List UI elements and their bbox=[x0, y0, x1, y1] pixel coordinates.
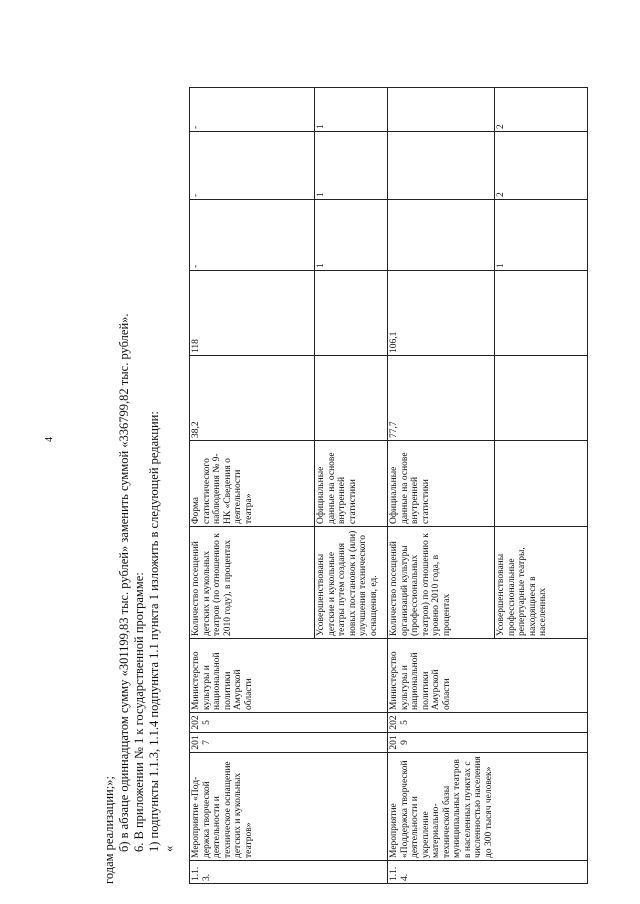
base-value: 77,7 bbox=[388, 356, 495, 441]
measure-name: Мероприятие «Поддержка творческой деятельности и укрепление материально-технической базы муниципальных театров в населенных пунктах с численностью населения до 300 тысяч человек» bbox=[388, 753, 588, 861]
indicator-name: Количество посещений организаций культуры (профессиональных театров) по отношению к уровню 2010 года, в процентах bbox=[388, 527, 495, 639]
start-year: 2019 bbox=[388, 733, 588, 753]
target-value: 106,1 bbox=[388, 271, 495, 356]
indicator-name: Усовершенствованы профессиональные репертуарные театры, находящиеся в населенных bbox=[495, 527, 588, 639]
indicator-name: Усовершенствованы детские и кукольные театры путем создания новых постановок и (или) улучшения технического оснащения, ед. bbox=[315, 527, 388, 639]
intro-line: годам реализации;»; bbox=[102, 776, 116, 884]
target-value: - bbox=[190, 132, 315, 200]
base-value: 38,2 bbox=[190, 356, 315, 441]
program-table bbox=[189, 87, 588, 884]
row-number: 1.1.3. bbox=[190, 861, 388, 884]
target-value: 2 bbox=[495, 88, 588, 132]
page-number: 4 bbox=[44, 437, 55, 442]
intro-line: б) в абзаце одиннадцатом сумму «301199,83 тыс. рублей» заменить суммой «336799,82 тыс. рублей». bbox=[117, 313, 131, 852]
row-number: 1.1.4. bbox=[388, 861, 588, 884]
table-row bbox=[190, 88, 315, 884]
target-value: - bbox=[190, 88, 315, 132]
executor: Министерство культуры и национальной политики Амурской области bbox=[388, 639, 588, 713]
indicator-name: Количество посещений детских и кукольных театров (по отношению к 2010 году), в процентах bbox=[190, 527, 315, 639]
executor: Министерство культуры и национальной политики Амурской области bbox=[190, 639, 388, 713]
data-source: Форма статистического наблюдения № 9-НК «Сведения о деятельности театра» bbox=[190, 441, 315, 527]
target-value: - bbox=[190, 200, 315, 271]
data-source: Официальные данные на основе внутренней статистики bbox=[315, 441, 388, 527]
target-value: 1 bbox=[495, 200, 588, 271]
end-year: 2025 bbox=[388, 713, 588, 733]
target-value bbox=[495, 271, 588, 356]
end-year: 2025 bbox=[190, 713, 388, 733]
target-value bbox=[388, 200, 495, 271]
target-value: 1 bbox=[315, 200, 388, 271]
intro-line: 6. В приложении № 1 к государственной программе: bbox=[132, 572, 146, 852]
base-value bbox=[315, 356, 388, 441]
target-value: 118 bbox=[190, 271, 315, 356]
data-source: Официальные данные на основе внутренней статистики bbox=[388, 441, 495, 527]
amendment-text bbox=[102, 124, 177, 884]
intro-line: 1) подпункты 1.1.3, 1.1.4 подпункта 1.1 пункта 1 изложить в следующей редакции: bbox=[147, 411, 161, 852]
target-value bbox=[315, 271, 388, 356]
target-value bbox=[388, 88, 495, 132]
table-row bbox=[388, 88, 495, 884]
target-value: 2 bbox=[495, 132, 588, 200]
data-source bbox=[495, 441, 588, 527]
target-value bbox=[388, 132, 495, 200]
base-value bbox=[495, 356, 588, 441]
measure-name: Мероприятие «Под-держка творческой деятельности и техническое оснащение детских и кукольных театров» bbox=[190, 753, 388, 861]
program-table-wrapper bbox=[189, 88, 588, 884]
opening-quote: « bbox=[162, 845, 176, 852]
target-value: 1 bbox=[315, 132, 388, 200]
start-year: 2017 bbox=[190, 733, 388, 753]
target-value: 1 bbox=[315, 88, 388, 132]
